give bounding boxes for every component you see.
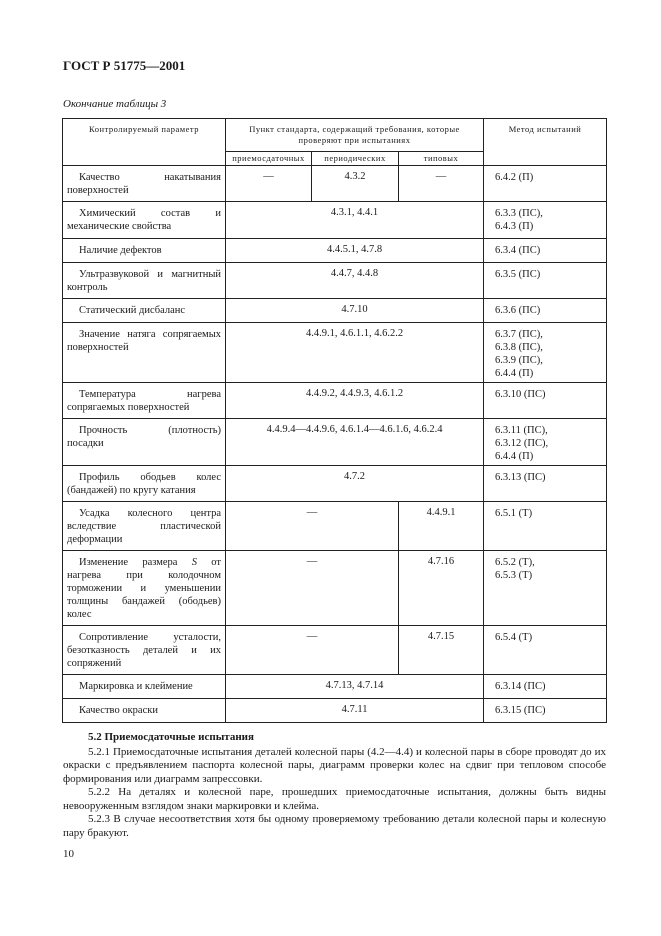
method-cell: 6.3.10 (ПС) [484, 383, 607, 419]
clause-periodic-cell: 4.3.2 [312, 166, 399, 202]
clause-acceptance-cell: — [226, 166, 312, 202]
method-cell: 6.3.14 (ПС) [484, 675, 607, 699]
table-row [63, 699, 607, 723]
table-row [63, 239, 607, 263]
table-row [63, 299, 607, 323]
table-row [63, 675, 607, 699]
section-5-2 [63, 731, 606, 840]
table-row [63, 202, 607, 239]
param-cell: Температура нагрева сопрягаемых поверхностей [63, 383, 226, 419]
clause-type-cell: 4.7.15 [399, 626, 484, 675]
document-header: ГОСТ Р 51775—2001 [63, 58, 186, 73]
param-cell: Химический состав и механические свойства [63, 202, 226, 239]
paragraph-5-2-1: 5.2.1 Приемосдаточные испытания деталей колесной пары (4.2—4.4) и колесной пары в сборе проводят до их окраски с предъявлением паспорта колесной пары, диаграмм проверки колес на сдвиг при тепловом способе формирования или диаграмм запрессовки. [63, 745, 606, 785]
param-cell: Статический дисбаланс [63, 299, 226, 323]
method-cell: 6.3.13 (ПС) [484, 466, 607, 502]
method-cell: 6.3.4 (ПС) [484, 239, 607, 263]
requirements-table [62, 118, 607, 723]
clause-cell: 4.7.13, 4.7.14 [226, 675, 484, 699]
param-cell: Наличие дефектов [63, 239, 226, 263]
param-cell: Профиль ободьев колес (бандажей) по кругу катания [63, 466, 226, 502]
subheader-acceptance: приемосдаточных [226, 152, 312, 166]
clause-cell: 4.4.9.1, 4.6.1.1, 4.6.2.2 [226, 323, 484, 383]
table-row [63, 626, 607, 675]
method-cell: 6.3.6 (ПС) [484, 299, 607, 323]
clause-cell: 4.4.7, 4.4.8 [226, 263, 484, 299]
clause-type-cell: 4.4.9.1 [399, 502, 484, 551]
param-cell: Качество окраски [63, 699, 226, 723]
header-method: Метод испытаний [484, 119, 607, 166]
method-cell: 6.5.2 (Т), 6.5.3 (Т) [484, 551, 607, 626]
clause-cell: 4.4.9.2, 4.4.9.3, 4.6.1.2 [226, 383, 484, 419]
subheader-periodic: периодических [312, 152, 399, 166]
method-cell: 6.3.3 (ПС), 6.4.3 (П) [484, 202, 607, 239]
clause-acceptance-periodic-cell: — [226, 502, 399, 551]
param-cell: Ультразвуковой и магнитный контроль [63, 263, 226, 299]
clause-cell: 4.3.1, 4.4.1 [226, 202, 484, 239]
paragraph-5-2-3: 5.2.3 В случае несоответствия хотя бы одному проверяемому требованию детали колесной пары и колесную пару бракуют. [63, 813, 606, 839]
clause-acceptance-periodic-cell: — [226, 626, 399, 675]
table-row [63, 551, 607, 626]
table-row [63, 502, 607, 551]
header-clause: Пункт стандарта, содержащий требования, которые проверяют при испытаниях [226, 119, 484, 152]
method-cell: 6.3.7 (ПС), 6.3.8 (ПС), 6.3.9 (ПС), 6.4.4 (П) [484, 323, 607, 383]
param-cell: Изменение размера S от нагрева при колодочном торможении и уменьшении толщины бандажей (ободьев) колес [63, 551, 226, 626]
table-row [63, 466, 607, 502]
method-cell: 6.5.4 (Т) [484, 626, 607, 675]
table-row [63, 419, 607, 466]
page-number: 10 [63, 848, 74, 860]
section-title: 5.2 Приемосдаточные испытания [88, 731, 254, 743]
clause-type-cell: 4.7.16 [399, 551, 484, 626]
clause-cell: 4.4.5.1, 4.7.8 [226, 239, 484, 263]
clause-acceptance-periodic-cell: — [226, 551, 399, 626]
method-cell: 6.4.2 (П) [484, 166, 607, 202]
param-cell: Прочность (плотность) посадки [63, 419, 226, 466]
method-cell: 6.3.15 (ПС) [484, 699, 607, 723]
param-cell: Маркировка и клеймение [63, 675, 226, 699]
param-cell: Качество накатывания поверхностей [63, 166, 226, 202]
method-cell: 6.5.1 (Т) [484, 502, 607, 551]
method-cell: 6.3.5 (ПС) [484, 263, 607, 299]
paragraph-5-2-2: 5.2.2 На деталях и колесной паре, прошедших приемосдаточные испытания, должны быть видны невооруженным взглядом знаки маркировки и клейма. [63, 786, 606, 812]
table-row [63, 263, 607, 299]
subheader-type: типовых [399, 152, 484, 166]
clause-cell: 4.7.10 [226, 299, 484, 323]
param-cell: Значение натяга сопрягаемых поверхностей [63, 323, 226, 383]
clause-type-cell: — [399, 166, 484, 202]
method-cell: 6.3.11 (ПС), 6.3.12 (ПС), 6.4.4 (П) [484, 419, 607, 466]
param-cell: Усадка колесного центра вследствие пластической деформации [63, 502, 226, 551]
table-row [63, 383, 607, 419]
variable-s: S [191, 557, 198, 568]
clause-cell: 4.4.9.4—4.4.9.6, 4.6.1.4—4.6.1.6, 4.6.2.4 [226, 419, 484, 466]
table-caption: Окончание таблицы 3 [63, 98, 167, 110]
clause-cell: 4.7.11 [226, 699, 484, 723]
table-row [63, 323, 607, 383]
table-row [63, 166, 607, 202]
header-param: Контролируемый параметр [63, 119, 226, 166]
param-cell: Сопротивление усталости, безотказность деталей и их сопряжений [63, 626, 226, 675]
clause-cell: 4.7.2 [226, 466, 484, 502]
